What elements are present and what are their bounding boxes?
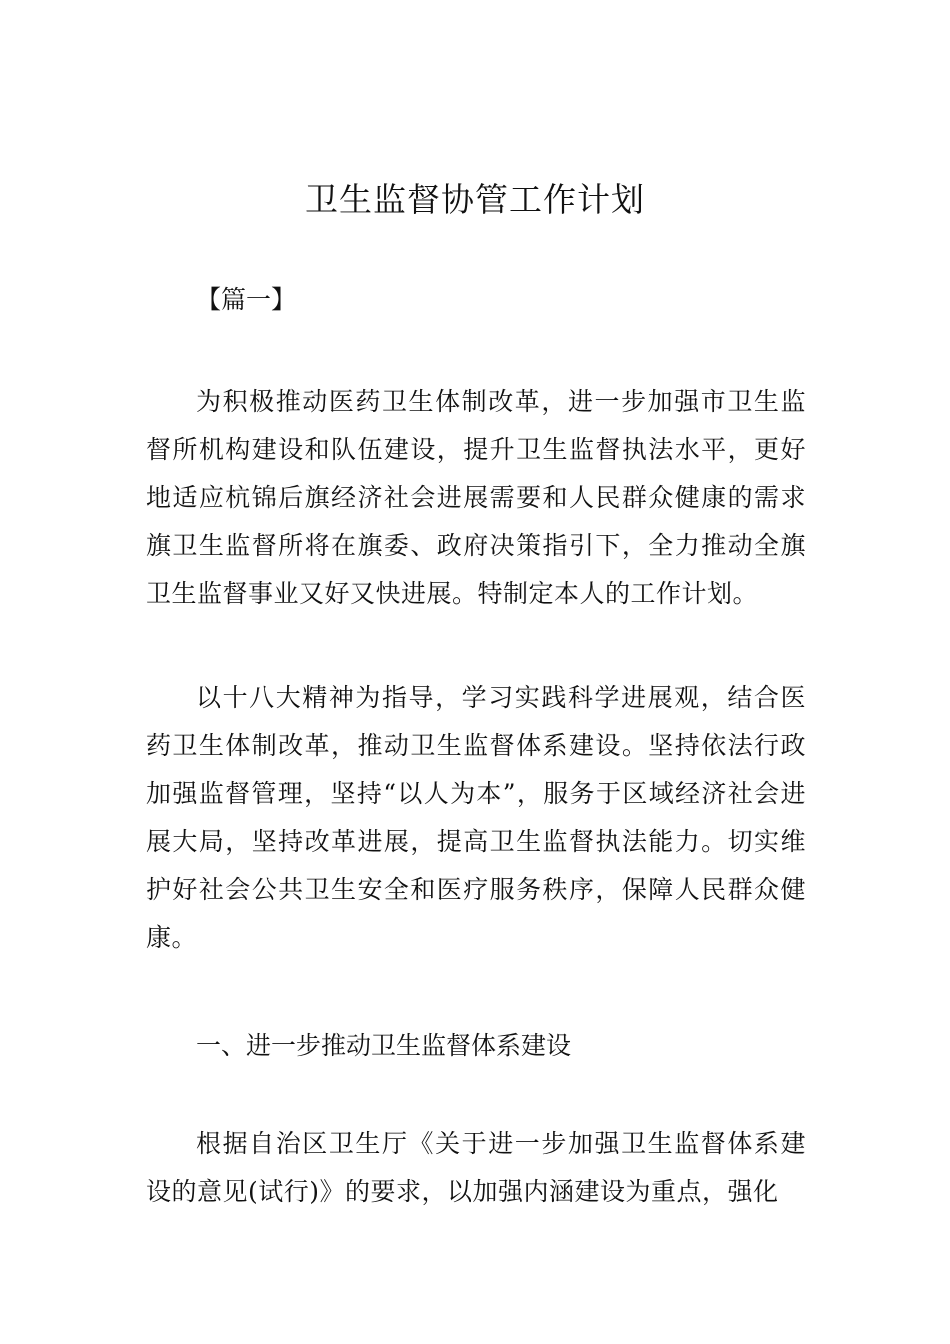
paragraph-guidance: 以十八大精神为指导，学习实践科学进展观，结合医药卫生体制改革，推动卫生监督体系建设。坚持依法行政加强监督管理，坚持“以人为本”，服务于区域经济社会进展大局，坚持改革进展，提高卫生监督执法能力。切实维护好社会公共卫生安全和医疗服务秩序，保障人民群众健康。 xyxy=(146,683,806,952)
section-heading: 一、进一步推动卫生监督体系建设 xyxy=(196,1031,572,1060)
document-title: 卫生监督协管工作计划 xyxy=(305,180,645,219)
paragraph-intro: 为积极推动医药卫生体制改革，进一步加强市卫生监督所机构建设和队伍建设，提升卫生监督执法水平，更好地适应杭锦后旗经济社会进展需要和人民群众健康的需求旗卫生监督所将在旗委、政府决策指引下，全力推动全旗卫生监督事业又好又快进展。特制定本人的工作计划。 xyxy=(146,387,806,608)
section-tag: 【篇一】 xyxy=(196,285,297,314)
paragraph-system-building: 根据自治区卫生厅《关于进一步加强卫生监督体系建设的意见(试行)》的要求，以加强内涵建设为重点，强化 xyxy=(146,1129,806,1206)
